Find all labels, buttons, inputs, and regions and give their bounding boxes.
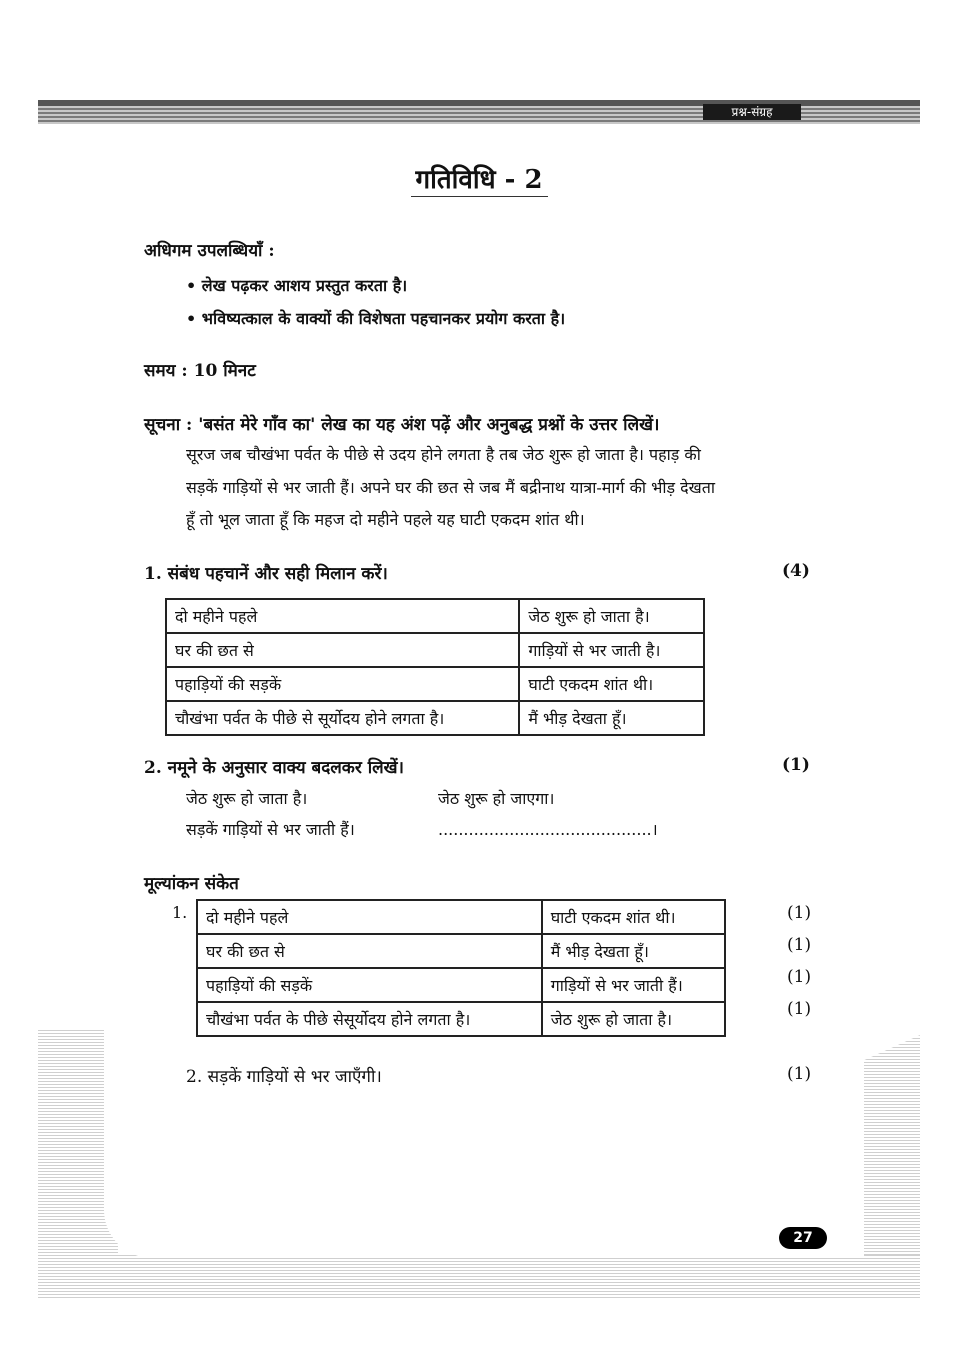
objectives-heading: अधिगम उपलब्धियाँ : <box>144 241 275 261</box>
table-row <box>166 633 704 667</box>
evaluation-q2-marks: (1) <box>787 1064 812 1084</box>
table-cell: गाड़ियों से भर जाती हैं। <box>542 968 725 1002</box>
evaluation-q2-answer: 2. सड़कें गाड़ियों से भर जाएँगी। <box>186 1067 382 1087</box>
question-2: 2. नमूने के अनुसार वाक्य बदलकर लिखें। <box>144 758 404 778</box>
table-row <box>197 934 725 968</box>
row-marks: (1) <box>787 903 812 923</box>
objective-item: • भविष्यत्काल के वाक्यों की विशेषता पहचानकर प्रयोग करता है। <box>186 309 566 328</box>
table-cell: घाटी एकदम शांत थी। <box>519 667 704 701</box>
answer-blank: ..........................................। <box>438 820 658 839</box>
row-marks: (1) <box>787 967 812 987</box>
evaluation-heading: मूल्यांकन संकेत <box>144 874 239 894</box>
evaluation-table <box>196 899 726 1037</box>
decorative-stripes-bottom <box>38 1255 920 1298</box>
table-cell: गाड़ियों से भर जाती है। <box>519 633 704 667</box>
table-cell: चौखंभा पर्वत के पीछे से सूर्योदय होने लगता है। <box>166 701 519 735</box>
table-row <box>166 701 704 735</box>
question-1: 1. संबंध पहचानें और सही मिलान करें। <box>144 564 388 584</box>
section-label: प्रश्न-संग्रह <box>703 104 801 120</box>
task-sentence: सड़कें गाड़ियों से भर जाती हैं। <box>186 820 355 839</box>
table-row <box>197 900 725 934</box>
passage-line: हूँ तो भूल जाता हूँ कि महज दो महीने पहले यह घाटी एकदम शांत थी। <box>186 510 585 529</box>
row-marks: (1) <box>787 999 812 1019</box>
title-underline <box>411 196 548 197</box>
passage-line: सूरज जब चौखंभा पर्वत के पीछे से उदय होने लगता है तब जेठ शुरू हो जाता है। पहाड़ की <box>186 445 701 464</box>
example-answer: जेठ शुरू हो जाएगा। <box>438 789 555 808</box>
question-2-marks: (1) <box>782 755 810 775</box>
table-cell: दो महीने पहले <box>197 900 542 934</box>
table-row <box>166 599 704 633</box>
match-table <box>165 598 705 736</box>
passage-line: सड़कें गाड़ियों से भर जाती हैं। अपने घर की छत से जब मैं बद्रीनाथ यात्रा-मार्ग की भीड़ देखता <box>186 478 715 497</box>
table-cell: घर की छत से <box>166 633 519 667</box>
table-row <box>197 968 725 1002</box>
table-cell: मैं भीड़ देखता हूँ। <box>542 934 725 968</box>
question-1-marks: (4) <box>782 561 810 581</box>
table-cell: मैं भीड़ देखता हूँ। <box>519 701 704 735</box>
table-cell: जेठ शुरू हो जाता है। <box>542 1002 725 1036</box>
table-cell: घर की छत से <box>197 934 542 968</box>
example-sentence: जेठ शुरू हो जाता है। <box>186 789 308 808</box>
table-cell: पहाड़ियों की सड़कें <box>197 968 542 1002</box>
evaluation-q1-number: 1. <box>172 903 188 922</box>
table-cell: चौखंभा पर्वत के पीछे सेसूर्योदय होने लगता है। <box>197 1002 542 1036</box>
time-label: समय : 10 मिनट <box>144 361 256 381</box>
instruction: सूचना : 'बसंत मेरे गाँव का' लेख का यह अंश पढ़ें और अनुबद्ध प्रश्नों के उत्तर लिखें। <box>144 415 660 435</box>
table-cell: जेठ शुरू हो जाता है। <box>519 599 704 633</box>
table-row <box>166 667 704 701</box>
page-number: 27 <box>779 1227 827 1249</box>
table-row <box>197 1002 725 1036</box>
objective-item: • लेख पढ़कर आशय प्रस्तुत करता है। <box>186 276 408 295</box>
table-cell: घाटी एकदम शांत थी। <box>542 900 725 934</box>
table-cell: पहाड़ियों की सड़कें <box>166 667 519 701</box>
page-title: गतिविधि - 2 <box>415 165 543 195</box>
row-marks: (1) <box>787 935 812 955</box>
table-cell: दो महीने पहले <box>166 599 519 633</box>
